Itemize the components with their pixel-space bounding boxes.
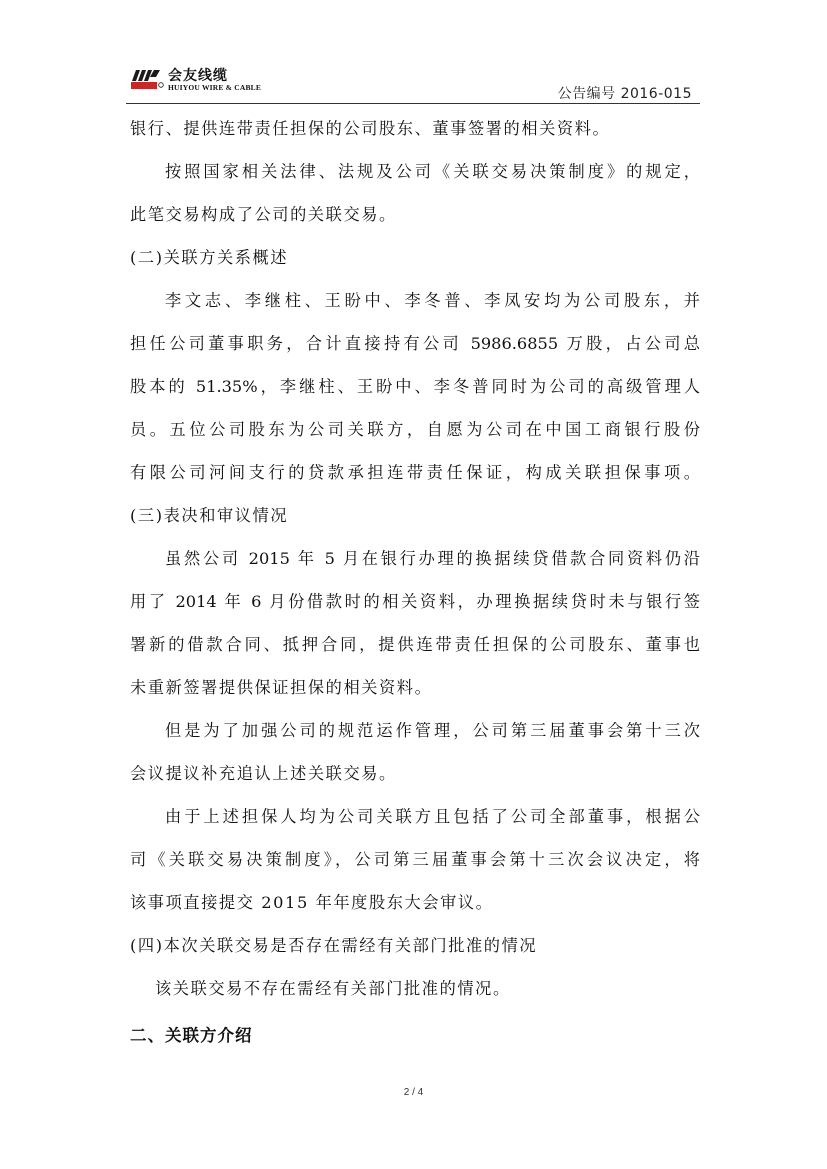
body-line: 未重新签署提供保证担保的相关资料。 [130,678,433,697]
page-number: 2 / 4 [403,1087,424,1098]
header-divider [126,103,700,104]
announcement-number: 公告编号 2016-015 [557,86,692,102]
paragraph-line: 按照国家相关法律、法规及公司《关联交易决策制度》的规定， [165,162,700,181]
body-line: 该事项直接提交 2015 年年度股东大会审议。 [130,893,494,912]
body-line: 员。五位公司股东为公司关联方，自愿为公司在中国工商银行股份 [130,420,700,439]
body-line: 会议提议补充追认上述关联交易。 [130,764,397,783]
paragraph-line: 但是为了加强公司的规范运作管理，公司第三届董事会第十三次 [165,721,700,740]
company-logo [130,68,261,98]
section-heading: (四)本次关联交易是否存在需经有关部门批准的情况 [130,936,538,955]
body-line: 司《关联交易决策制度》，公司第三届董事会第十三次会议决定，将 [130,850,700,869]
body-line: 银行、提供连带责任担保的公司股东、董事签署的相关资料。 [130,119,611,138]
body-line: 此笔交易构成了公司的关联交易。 [130,205,397,224]
chapter-heading: 二、关联方介绍 [130,1026,253,1045]
page-header [126,66,700,104]
body-line: 有限公司河间支行的贷款承担连带责任保证，构成关联担保事项。 [130,463,700,482]
body-line: 署新的借款合同、抵押合同，提供连带责任担保的公司股东、董事也 [130,635,700,654]
logo-mark-icon [130,68,164,90]
logo-english-name: HUIYOU WIRE & CABLE [168,83,262,92]
paragraph-line: 李文志、李继柱、王盼中、李冬普、李凤安均为公司股东，并 [165,291,700,310]
body-line: 用了 2014 年 6 月份借款时的相关资料，办理换据续贷时未与银行签 [130,592,700,611]
body-line: 担任公司董事职务，合计直接持有公司 5986.6855 万股，占公司总 [130,334,700,353]
paragraph-line: 虽然公司 2015 年 5 月在银行办理的换据续贷借款合同资料仍沿 [165,549,700,568]
logo-chinese-name: 会友线缆 [168,68,228,84]
paragraph-line: 该关联交易不存在需经有关部门批准的情况。 [155,979,511,998]
body-line: 股本的 51.35%，李继柱、王盼中、李冬普同时为公司的高级管理人 [130,377,700,396]
section-heading: (二)关联方关系概述 [130,248,289,267]
paragraph-line: 由于上述担保人均为公司关联方且包括了公司全部董事，根据公 [165,807,700,826]
section-heading: (三)表决和审议情况 [130,506,289,525]
